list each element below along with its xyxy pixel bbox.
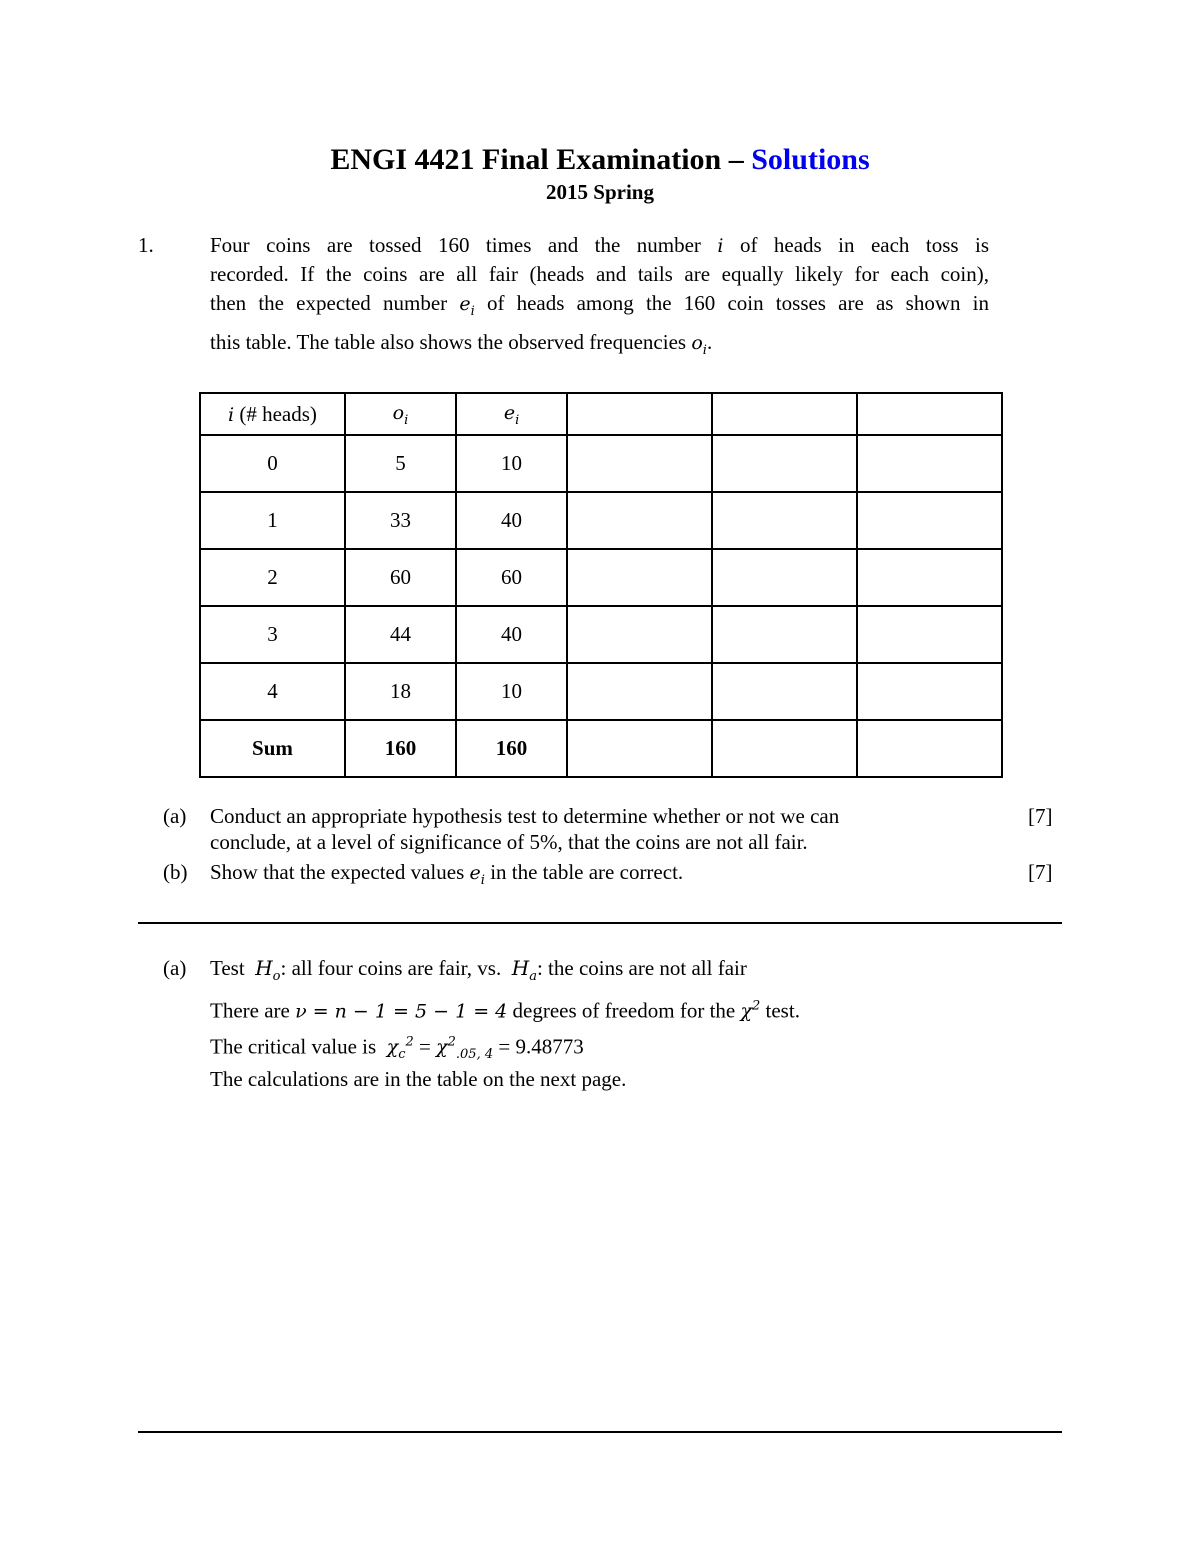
table-header-row [200, 393, 1002, 435]
question-text: of heads among the 160 coin tosses are as shown in [486, 291, 990, 315]
page-subtitle: 2015 Spring [546, 180, 654, 204]
part-a-line-2: conclude, at a level of significance of 5%, that the coins are not all fair. [210, 830, 808, 854]
cell-expected: 10 [456, 663, 567, 720]
part-b-marks: [7] [1028, 860, 1053, 884]
solution-calc-note: The calculations are in the table on the next page. [210, 1067, 627, 1091]
bottom-rule [138, 1431, 1062, 1433]
solution-hypotheses: Test $H_o$: all four coins are fair, vs. $H_a$: the coins are not all fair [210, 956, 747, 984]
cell-blank [712, 663, 856, 720]
cell-expected: 10 [456, 435, 567, 492]
cell-sum-expected: 160 [456, 720, 567, 777]
header-observed: $o_i$ [345, 393, 456, 435]
part-a-label: (a) [163, 804, 187, 828]
table-row [200, 492, 1002, 549]
title-solutions: Solutions [751, 143, 870, 176]
cell-blank [567, 549, 712, 606]
question-text: . [706, 330, 713, 354]
cell-blank [857, 663, 1002, 720]
cell-expected: 60 [456, 549, 567, 606]
cell-blank [567, 663, 712, 720]
solution-dof: There are ν = n − 1 = 5 − 1 = 4 degrees of freedom for the $\chi^2$ test. [210, 998, 800, 1023]
cell-heads: 2 [200, 549, 345, 606]
cell-blank [857, 549, 1002, 606]
cell-heads: 1 [200, 492, 345, 549]
question-text: of heads in each toss is [739, 233, 990, 257]
variable-e-i: $e_i$ [459, 293, 475, 319]
variable-o-i: $o_i$ [691, 332, 707, 358]
table-sum-row [200, 720, 1002, 777]
cell-expected: 40 [456, 492, 567, 549]
cell-blank [712, 549, 856, 606]
cell-sum-observed: 160 [345, 720, 456, 777]
cell-observed: 18 [345, 663, 456, 720]
question-text: then the expected number [210, 291, 448, 315]
frequency-table [199, 392, 1003, 778]
cell-blank [567, 435, 712, 492]
table-row [200, 549, 1002, 606]
cell-heads: 0 [200, 435, 345, 492]
cell-blank [712, 435, 856, 492]
cell-expected: 40 [456, 606, 567, 663]
page-title [0, 140, 1200, 180]
question-text: Four coins are tossed 160 times and the number [210, 233, 701, 257]
cell-blank [567, 606, 712, 663]
table-row [200, 606, 1002, 663]
cell-observed: 5 [345, 435, 456, 492]
variable-e-i: $e_i$ [469, 862, 485, 888]
part-b-label: (b) [163, 860, 188, 884]
part-b-text: Show that the expected values $e_i$ in the table are correct. [210, 860, 684, 888]
chi-square-symbol: $\chi^2$ [740, 999, 761, 1023]
title-main: ENGI 4421 Final Examination – [330, 143, 744, 176]
solution-critical-value: The critical value is $\chi_c^2 = \chi^2_{.05, 4} = 9.48773$ [210, 1034, 584, 1063]
header-blank [857, 393, 1002, 435]
chi-table-symbol: $\chi^2_{.05, 4}$ [436, 1035, 494, 1063]
header-expected: $e_i$ [456, 393, 567, 435]
cell-heads: 3 [200, 606, 345, 663]
variable-i: i [717, 235, 724, 257]
cell-observed: 44 [345, 606, 456, 663]
cell-blank [567, 720, 712, 777]
chi-critical-symbol: $\chi_c^2$ [386, 1035, 414, 1063]
header-blank [712, 393, 856, 435]
cell-blank [857, 492, 1002, 549]
header-heads: i (# heads) [200, 393, 345, 435]
dof-expression: ν = n − 1 = 5 − 1 = 4 [295, 1000, 508, 1023]
question-line-3 [210, 289, 989, 326]
question-number: 1. [138, 233, 154, 257]
cell-blank [567, 492, 712, 549]
part-a-line-1: Conduct an appropriate hypothesis test to determine whether or not we can [210, 804, 840, 828]
question-line-4 [210, 328, 712, 365]
cell-blank [857, 720, 1002, 777]
question-line-2: recorded. If the coins are all fair (heads and tails are equally likely for each coin), [210, 262, 989, 286]
cell-observed: 60 [345, 549, 456, 606]
cell-blank [712, 606, 856, 663]
null-hypothesis-symbol: $H_o$ [255, 956, 281, 984]
cell-heads: 4 [200, 663, 345, 720]
table-row [200, 435, 1002, 492]
cell-blank [857, 606, 1002, 663]
solution-a-label: (a) [163, 956, 187, 980]
cell-sum-label: Sum [200, 720, 345, 777]
cell-blank [712, 492, 856, 549]
alt-hypothesis-symbol: $H_a$ [511, 956, 537, 984]
part-a-marks: [7] [1028, 804, 1053, 828]
divider-rule [138, 922, 1062, 924]
question-line-1 [210, 231, 989, 260]
cell-blank [712, 720, 856, 777]
header-blank [567, 393, 712, 435]
question-text: this table. The table also shows the observed frequencies [210, 330, 687, 354]
cell-observed: 33 [345, 492, 456, 549]
cell-blank [857, 435, 1002, 492]
table-row [200, 663, 1002, 720]
